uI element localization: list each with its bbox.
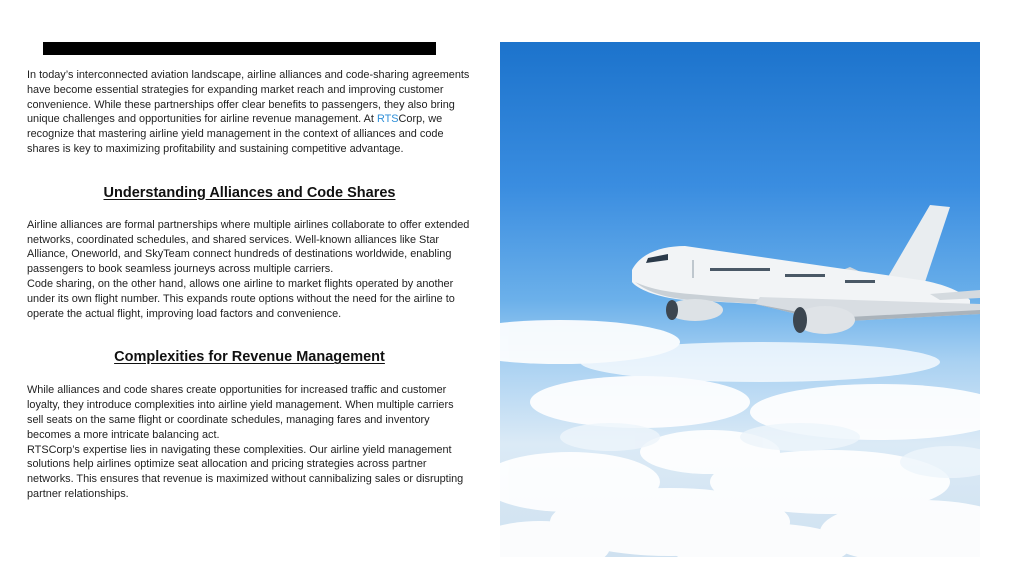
- section-heading-alliances: Understanding Alliances and Code Shares: [103, 184, 396, 201]
- airplane-photo: [500, 42, 980, 557]
- code-sharing-paragraph: Code sharing, on the other hand, allows one airline to market flights operated by another under its own flight number. This expands route options without the need for the airline to operate the actual flight, improving load factors and convenience.: [27, 277, 455, 320]
- intro-paragraph: In today’s interconnected aviation landscape, airline alliances and code-sharing agreements have become essential strategies for expanding market reach and improving customer convenience. While these partnerships offer clear benefits to passengers, they also bring unique challenges and opportunities for airline revenue management. At RTSCorp, we recognize that mastering airline yield management in the context of alliances and code shares is key to maximizing profitability and sustaining competitive advantage.: [27, 69, 470, 155]
- alliances-paragraph: Airline alliances are formal partnerships where multiple airlines collaborate to offer extended networks, coordinated schedules, and shared services. Well-known alliances like Star Alliance, Oneworld, and SkyTeam connect hundreds of destinations worldwide, enabling passengers to book seamless journeys across multiple carriers.: [27, 218, 470, 276]
- airplane-illustration: [500, 42, 980, 557]
- complexities-paragraph: While alliances and code shares create opportunities for increased traffic and customer loyalty, they introduce complexities into airline yield management. When multiple carriers sell seats on the same flight or coordinate schedules, managing fares and inventory becomes a more intricate balancing act.: [27, 384, 454, 441]
- rtscorp-expertise-paragraph: RTSCorp’s expertise lies in navigating these complexities. Our airline yield management solutions help airlines optimize seat allocation and pricing strategies across partner networks. This ensures that revenue is maximized without cannibalizing sales or disrupting partner relationships.: [27, 443, 464, 500]
- brand-highlight: RTS: [376, 113, 399, 126]
- article-body: [27, 68, 472, 502]
- section-heading-complexities: Complexities for Revenue Management: [114, 349, 385, 366]
- airplane: [632, 205, 980, 334]
- title-redaction-bar: [43, 42, 436, 55]
